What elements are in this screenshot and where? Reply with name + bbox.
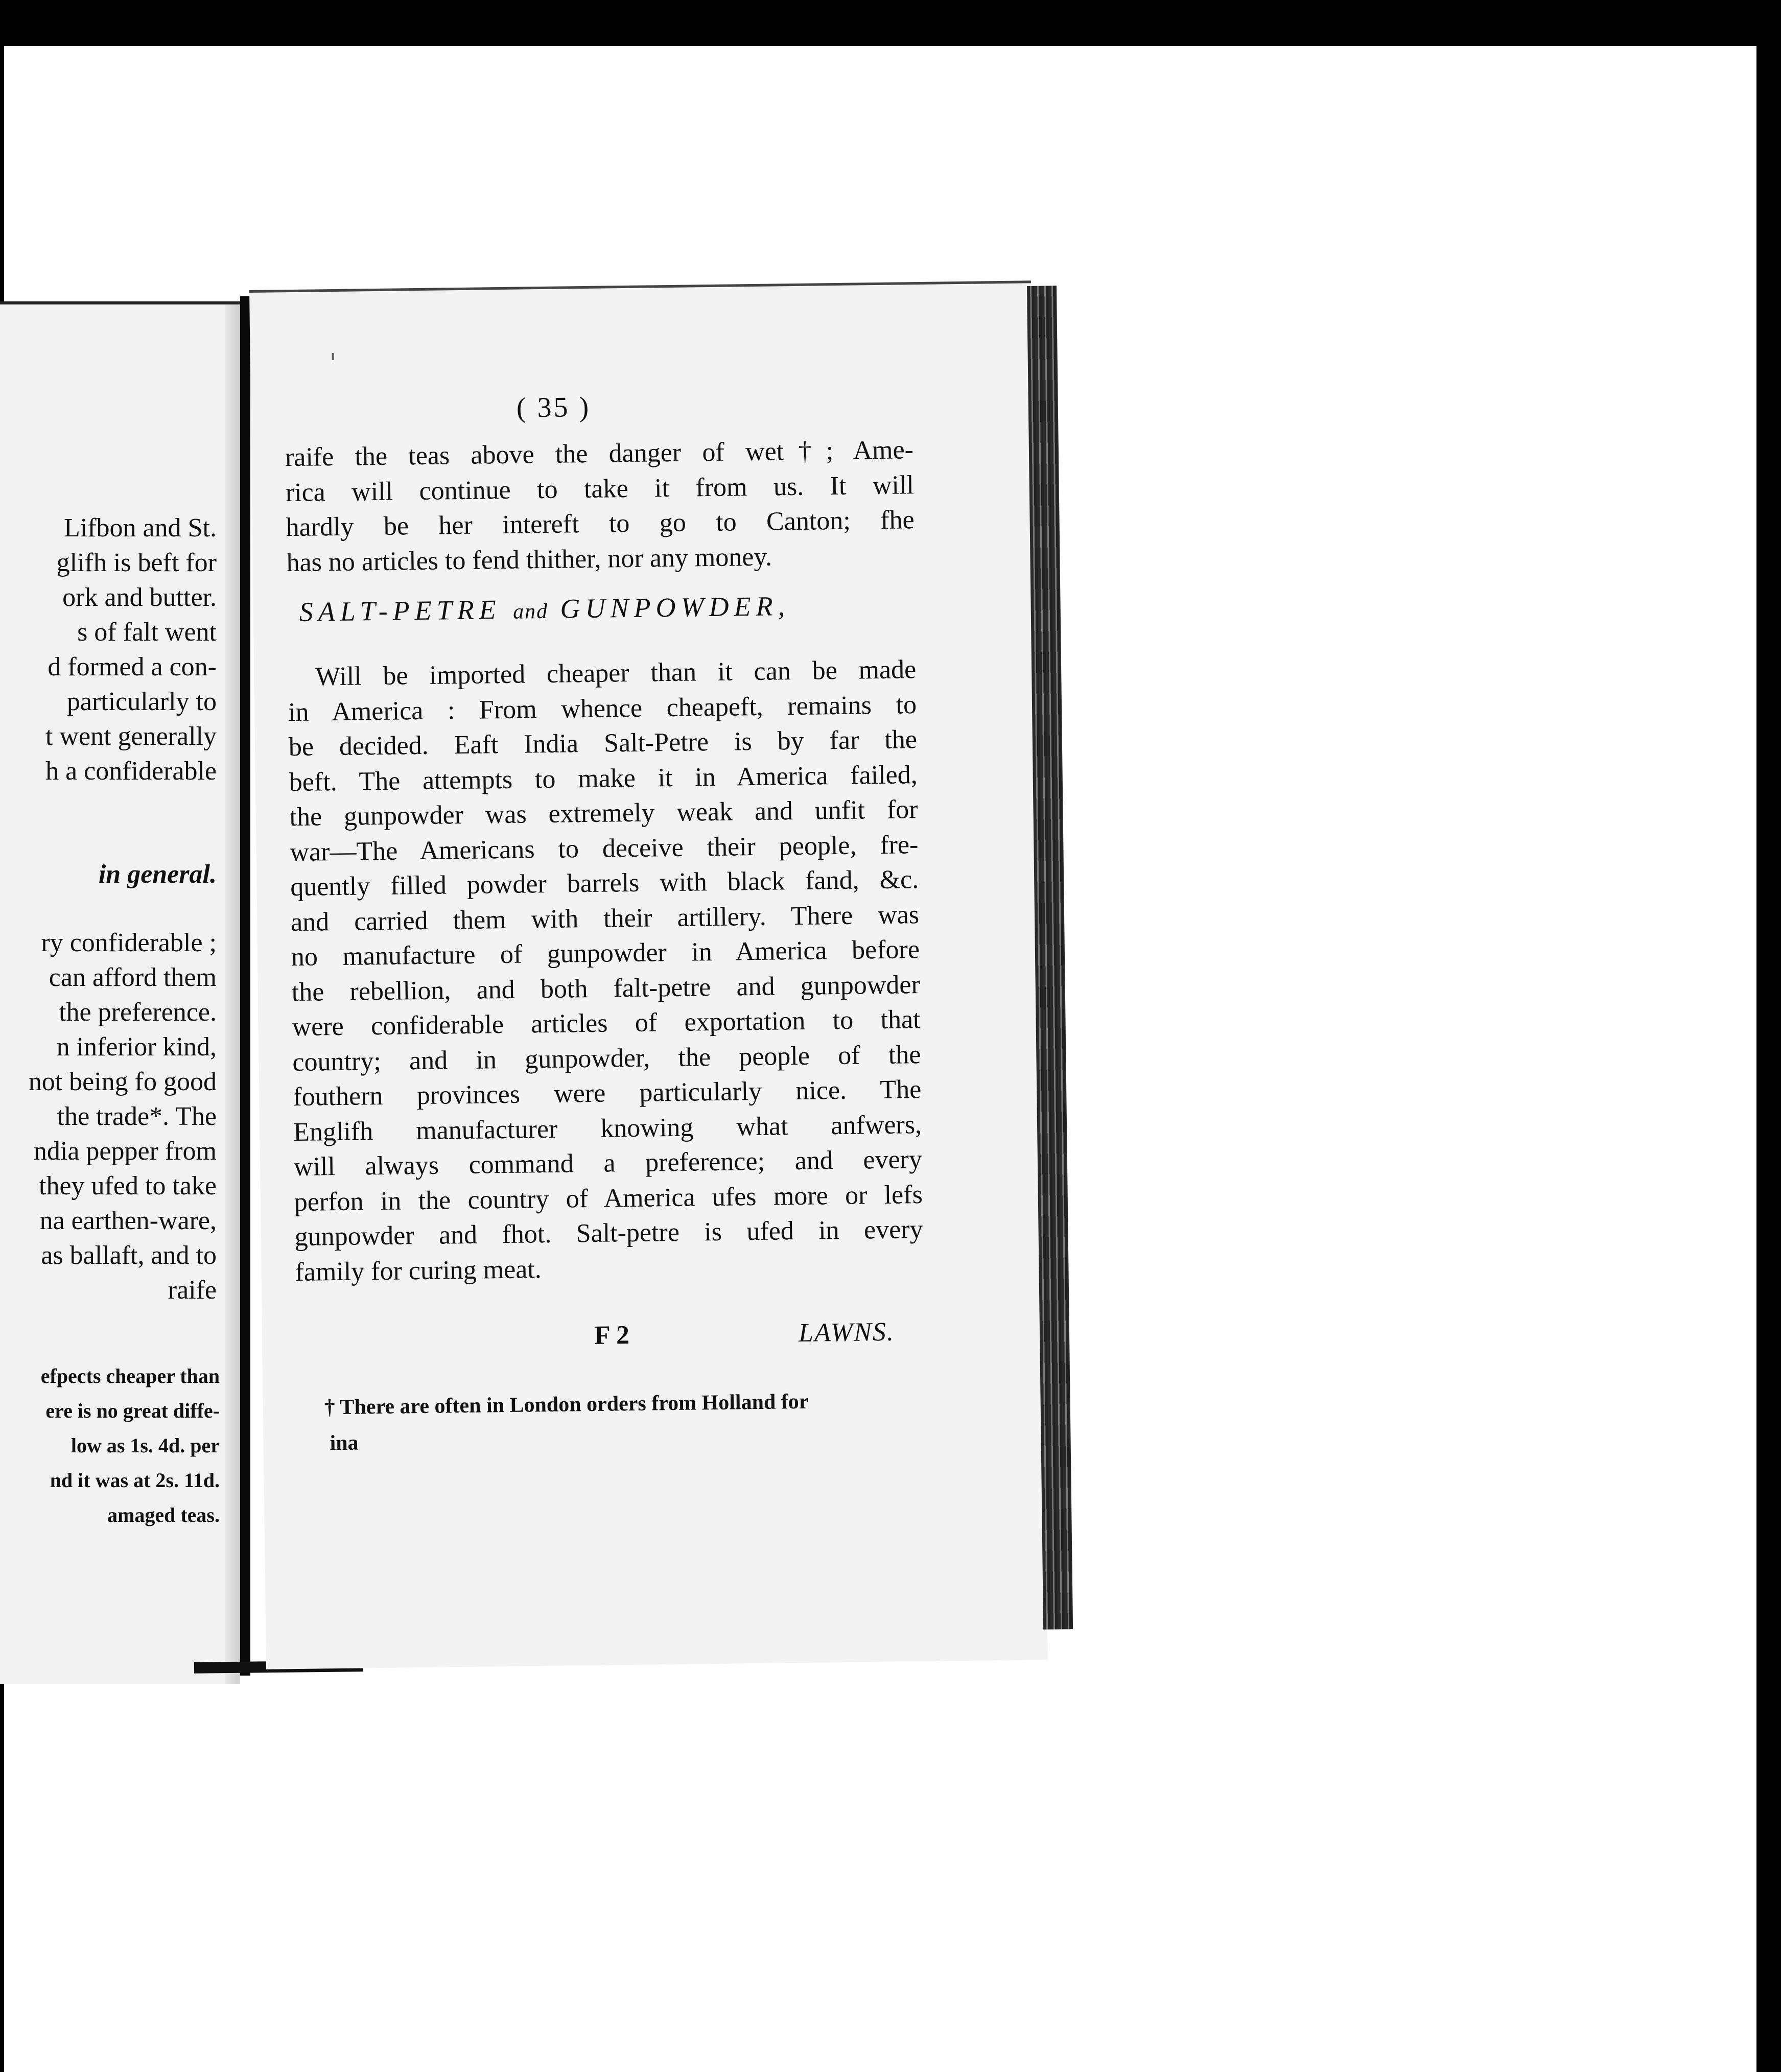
heading-conjunction: and xyxy=(512,599,549,624)
left-page-line: the trade*. The xyxy=(57,1102,217,1131)
text-line: family for curing meat. xyxy=(295,1254,542,1287)
left-page-line: ndia pepper from xyxy=(33,1137,217,1166)
left-page-gutter-shade xyxy=(225,304,240,1684)
left-page-line: n inferior kind, xyxy=(56,1032,217,1062)
section-paragraph xyxy=(288,652,924,1290)
left-page-footnote-line: low as 1s. 4d. per xyxy=(71,1434,220,1457)
text-line: beft. The attempts to make it in America failed, xyxy=(289,760,918,797)
text-line: in America : From whence cheapeft, remains to xyxy=(288,690,917,727)
section-heading xyxy=(299,590,790,628)
text-line: be decided. Eaft India Salt-Petre is by far the xyxy=(288,725,918,762)
left-page-heading: in general. xyxy=(98,860,217,889)
left-page-footnote-line: amaged teas. xyxy=(107,1503,220,1526)
text-line: fouthern provinces were particularly nice. The xyxy=(292,1075,922,1112)
left-page-line: ork and butter. xyxy=(62,583,217,612)
page-number: ( 35 ) xyxy=(516,391,591,424)
heading-gunpowder: GUNPOWDER, xyxy=(560,591,790,624)
text-line: hardly be her intereft to go to Canton; fhe xyxy=(286,505,915,543)
left-page-line: glifh is beft for xyxy=(56,548,217,577)
text-line: quently filled powder barrels with black fand, &c. xyxy=(290,865,919,902)
text-line: and carried them with their artillery. There was xyxy=(290,900,920,937)
left-page-line: particularly to xyxy=(66,687,217,716)
book-gutter xyxy=(240,296,250,1676)
left-page-footnote-line: nd it was at 2s. 11d. xyxy=(50,1469,220,1492)
left-page-line: t went generally xyxy=(45,722,217,751)
text-line: Englifh manufacturer knowing what anfwers, xyxy=(293,1110,922,1147)
paper-speck xyxy=(332,353,334,360)
text-line: country; and in gunpowder, the people of the xyxy=(292,1040,921,1077)
left-page-line: can afford them xyxy=(49,963,217,992)
scan-border-right xyxy=(1756,0,1781,2072)
text-line: war—The Americans to deceive their people, fre- xyxy=(290,830,919,867)
heading-saltpetre: SALT-PETRE xyxy=(299,594,501,627)
left-page-footnote-line: efpects cheaper than xyxy=(40,1364,220,1387)
text-line: the rebellion, and both falt-petre and gunpowder xyxy=(291,970,921,1007)
left-page-line: not being fo good xyxy=(28,1067,217,1096)
signature-mark: F 2 xyxy=(594,1321,630,1350)
left-page-line: s of falt went xyxy=(77,618,217,647)
left-page-line: they ufed to take xyxy=(39,1171,217,1200)
footnote: † There are often in London orders from Holland for xyxy=(324,1390,809,1420)
scan-border-top xyxy=(0,0,1781,46)
intro-paragraph xyxy=(285,433,915,580)
text-line: no manufacture of gunpowder in America before xyxy=(291,935,920,972)
text-line: the gunpowder was extremely weak and unfit for xyxy=(289,795,918,832)
left-page-footnote-line: ere is no great diffe- xyxy=(45,1399,220,1422)
footnote-continuation: ina xyxy=(330,1431,359,1455)
text-line: will always command a preference; and every xyxy=(293,1145,923,1182)
text-line: Will be imported cheaper than it can be made xyxy=(315,655,917,692)
text-line: gunpowder and fhot. Salt-petre is ufed in every xyxy=(294,1215,923,1252)
left-page-line: ry confiderable ; xyxy=(41,928,217,957)
text-line: raife the teas above the danger of wet†; Ame- xyxy=(285,435,914,473)
left-page-line: Lifbon and St. xyxy=(64,513,217,543)
text-line: were confiderable articles of exportation to that xyxy=(292,1005,921,1042)
left-page-line: h a confiderable xyxy=(45,757,217,786)
left-page-line: d formed a con- xyxy=(48,652,217,681)
text-line: has no articles to fend thither, nor any money. xyxy=(286,542,772,577)
left-page xyxy=(0,301,240,1684)
catchword: LAWNS. xyxy=(798,1317,895,1348)
left-page-line: na earthen-ware, xyxy=(39,1206,217,1235)
left-page-line: the preference. xyxy=(59,998,217,1027)
left-page-line: raife xyxy=(168,1276,217,1305)
text-line: rica will continue to take it from us. It will xyxy=(285,470,915,507)
right-page xyxy=(249,280,1048,1669)
left-page-line: as ballaft, and to xyxy=(41,1241,217,1270)
text-line: perfon in the country of America ufes more or lefs xyxy=(294,1180,923,1217)
